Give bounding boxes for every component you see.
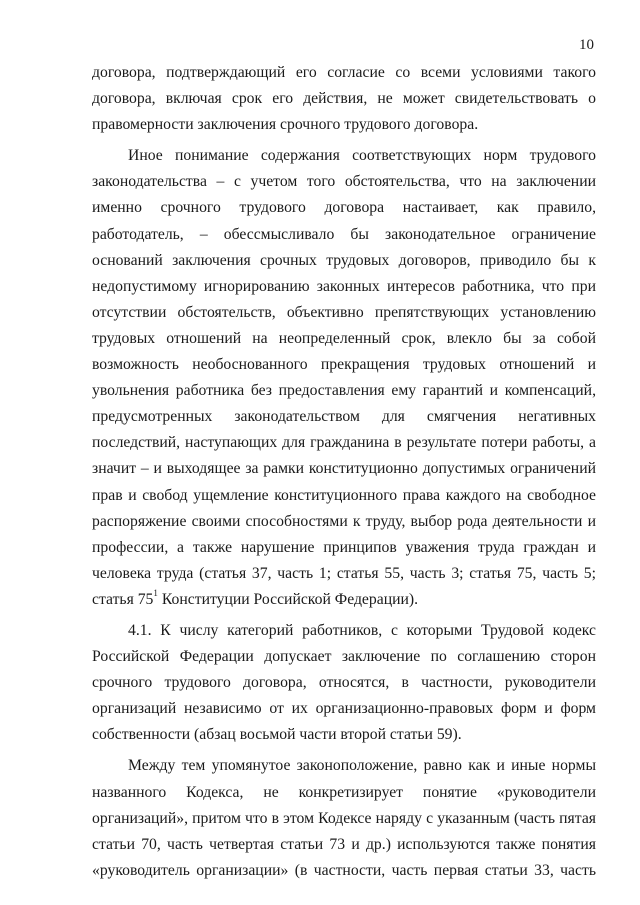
text-line: организаций», притом что в этом Кодексе наряду с указанным (часть пятая: [92, 809, 596, 827]
text-line: работодатель, – обессмысливало бы законодательное ограничение: [92, 225, 596, 243]
paragraph-1: [92, 60, 596, 138]
document-body: [92, 60, 596, 884]
text-line: прав и свобод ущемление конституционного права каждого на свободное: [92, 486, 596, 504]
text-line: 4.1. К числу категорий работников, с которыми Трудовой кодекс: [128, 621, 596, 639]
text-line: значит – и выходящее за рамки конституционно допустимых ограничений: [92, 460, 596, 478]
text-line: названного Кодекса, не конкретизирует понятие «руководители: [92, 783, 596, 801]
text-line: трудовых отношений на неопределенный срок, влекло бы за собой: [92, 329, 596, 347]
text-line: предусмотренных законодательством для смягчения негативных: [92, 408, 596, 426]
text-line: последствий, наступающих для гражданина в результате потери работы, а: [92, 434, 596, 452]
text-line: законодательства – с учетом того обстоятельства, что на заключении: [92, 173, 596, 191]
text-line: договора, включая срок его действия, не может свидетельствовать о: [92, 90, 596, 108]
text-line: Иное понимание содержания соответствующих норм трудового: [128, 147, 596, 165]
text-line: отсутствии обстоятельств, объективно препятствующих установлению: [92, 303, 596, 321]
text-line: возможность необоснованного прекращения трудовых отношений и: [92, 356, 596, 374]
text-line: статьи 70, часть четвертая статьи 73 и др.) используются также понятия: [92, 835, 596, 853]
text-line: Между тем упомянутое законоположение, равно как и иные нормы: [128, 757, 596, 775]
text-line: человека труда (статья 37, часть 1; статья 55, часть 3; статья 75, часть 5;: [92, 564, 596, 582]
text-line: договора, подтверждающий его согласие со всеми условиями такого: [92, 64, 596, 81]
page-number: 10: [579, 37, 594, 53]
paragraph-3: [92, 618, 596, 748]
superscript: 1: [153, 587, 158, 598]
text-line: оснований заключения срочных трудовых договоров, приводило бы к: [92, 251, 596, 269]
text-line: именно срочного трудового договора настаивает, как правило,: [92, 199, 596, 217]
text-line: Российской Федерации допускает заключение по соглашению сторон: [92, 648, 596, 666]
text-line: недопустимому игнорированию законных интересов работника, что при: [92, 277, 596, 295]
text-line: увольнения работника без предоставления ему гарантий и компенсаций,: [92, 382, 596, 400]
paragraph-4: [92, 753, 596, 883]
text-line: «руководитель организации» (в частности, часть первая статьи 33, часть: [92, 861, 596, 879]
text-line: организаций независимо от их организационно-правовых форм и форм: [92, 700, 596, 718]
article-ref: статья 75: [92, 590, 154, 608]
text-line: распоряжение своими способностями к труду, выбор рода деятельности и: [92, 512, 596, 530]
text-line: профессии, а также нарушение принципов уважения труда граждан и: [92, 538, 596, 556]
text-line-with-superscript: [92, 587, 596, 613]
text-line: правомерности заключения срочного трудового договора.: [92, 116, 479, 134]
text-line: собственности (абзац восьмой части второй статьи 59).: [92, 726, 462, 744]
text-line: срочного трудового договора, относятся, в частности, руководители: [92, 674, 596, 692]
text-fragment: Конституции Российской Федерации).: [157, 590, 419, 608]
paragraph-2: [92, 143, 596, 613]
